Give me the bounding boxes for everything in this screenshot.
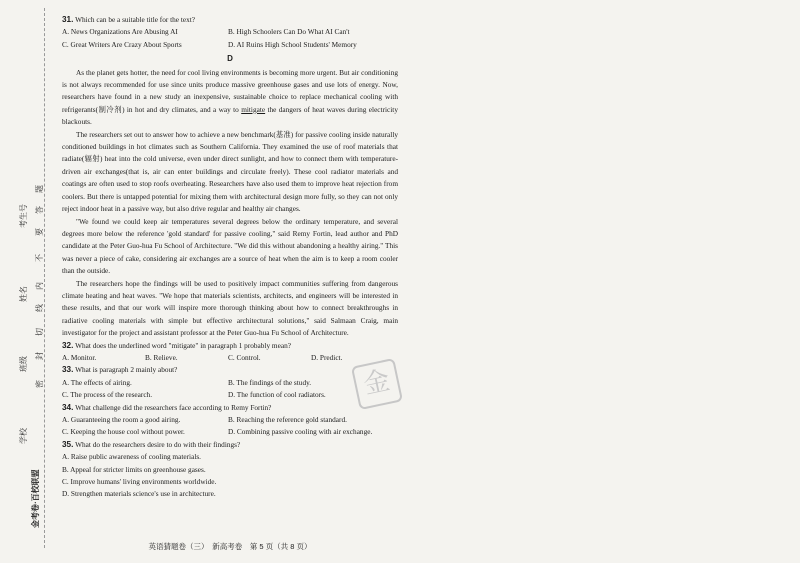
seal-char: 线 bbox=[35, 304, 44, 312]
seal-char: 封 bbox=[35, 352, 44, 360]
options-31-row1 bbox=[62, 26, 398, 38]
options-33-row1 bbox=[62, 377, 398, 389]
option-d[interactable]: D. The function of cool radiators. bbox=[228, 390, 326, 400]
option-b[interactable]: B. The findings of the study. bbox=[228, 377, 312, 387]
question-stem: What does the underlined word "mitigate" in paragraph 1 probably mean? bbox=[75, 340, 291, 350]
options-33-row2 bbox=[62, 389, 398, 401]
underlined-word: mitigate bbox=[241, 104, 266, 114]
option-a[interactable]: A. News Organizations Are Abusing AI bbox=[62, 27, 178, 37]
question-number: 32. bbox=[62, 340, 74, 350]
question-number: 31. bbox=[62, 15, 74, 24]
question-32 bbox=[62, 340, 398, 352]
option-b[interactable]: B. Relieve. bbox=[145, 352, 178, 362]
option-c[interactable]: C. The process of the research. bbox=[62, 390, 153, 400]
question-stem: What is paragraph 2 mainly about? bbox=[75, 365, 178, 375]
option-a[interactable]: A. The effects of airing. bbox=[62, 377, 132, 387]
seal-char: 题 bbox=[35, 185, 44, 193]
option-a[interactable]: A. Raise public awareness of cooling materials. bbox=[62, 452, 202, 462]
option-c[interactable]: C. Control. bbox=[228, 352, 261, 362]
cut-char: 切 bbox=[35, 328, 44, 336]
option-b[interactable]: B. Reaching the reference gold standard. bbox=[228, 415, 347, 424]
options-34-row2 bbox=[62, 426, 398, 438]
question-35 bbox=[62, 439, 398, 451]
exam-number-label: 考生号 bbox=[19, 204, 28, 228]
passage-paragraph-1 bbox=[62, 67, 398, 129]
seal-char: 不 bbox=[35, 254, 44, 262]
option-b[interactable]: B. High Schoolers Can Do What AI Can't bbox=[228, 27, 350, 37]
seal-char: 内 bbox=[35, 282, 44, 290]
page-content bbox=[62, 14, 398, 501]
question-34 bbox=[62, 402, 398, 414]
section-title: D bbox=[227, 54, 233, 64]
options-31-row2 bbox=[62, 39, 398, 51]
seal-char: 密 bbox=[35, 380, 44, 388]
options-34-row1 bbox=[62, 414, 398, 426]
option-c[interactable]: C. Keeping the house cool without power. bbox=[62, 427, 185, 437]
seal-char: 要 bbox=[35, 228, 44, 236]
binding-margin bbox=[0, 0, 48, 563]
option-a[interactable]: A. Monitor. bbox=[62, 352, 97, 362]
brand-label: 金考卷·百校联盟 bbox=[31, 469, 40, 528]
passage-paragraph-3: "We found we could keep air temperatures several degrees below the ordinary temperature, and several degrees more below the reference 'gold standard' for passive cooling," said Remy Fortin, lead author and PhD candidate at the Peter Guo-hua Fu School of Architecture. "We did this without abandoning a healthy airing." This was never a piece of cake, considering air exchanges are a source of heat when the aim is to keep a room cooler than the outside. bbox=[62, 216, 398, 276]
passage-paragraph-4: The researchers hope the findings will be used to positively impact communities suffering from dangerous climate heating and heat waves. "We hope that materials scientists, architects, and engineers will be interested in these results, and that our work will inspire more thorough thinking about how to connect breakthroughs in radiative cooling materials with simple but effective architectural solutions," said Salmaan Craig, main investigator for the project and assistant professor at the Peter Guo-hua Fu School of Architecture. bbox=[62, 278, 398, 338]
school-label: 学校 bbox=[19, 428, 28, 444]
question-number: 33. bbox=[62, 365, 74, 375]
option-c[interactable]: C. Great Writers Are Crazy About Sports bbox=[62, 39, 182, 49]
question-stem: Which can be a suitable title for the text? bbox=[75, 15, 196, 24]
options-32 bbox=[62, 352, 398, 364]
question-stem: What challenge did the researchers face according to Remy Fortin? bbox=[75, 402, 272, 412]
question-31 bbox=[62, 14, 398, 26]
option-b[interactable]: B. Appeal for stricter limits on greenhouse gases. bbox=[62, 464, 206, 474]
option-d[interactable]: D. AI Ruins High School Students' Memory bbox=[228, 39, 357, 49]
seal-char: 答 bbox=[35, 206, 44, 214]
class-label: 班级 bbox=[19, 356, 28, 372]
passage-paragraph-2: The researchers set out to answer how to achieve a new benchmark(基准) for passive cooling inside naturally conditioned buildings in hot climates such as Southern California. They examined the use of roof materials that radiate(辐射) heat into the cold universe, even under direct sunlight, and how to connect them with temperature-driven air exchanges(that is, air can enter buildings and circulate freely). These cool radiator materials and coatings are often used to stop roofs overheating. Researchers have also used them to improve heat rejection from coolers. But there is untapped potential for mixing them with architectural design more fully, so they can not only reject indoor heat in a passive way, but also drive regular and healthy air changes. bbox=[62, 129, 398, 214]
paragraph-text: the dangers of heat waves during electricity blackouts. bbox=[62, 104, 398, 127]
paragraph-text: As the planet gets hotter, the need for cool living environments is becoming more urgent. But air conditioning is not always recommended for use since units produce massive greenhouse gases and use lots of energy. Now, researchers have found in a new study an inexpensive, sustainable choice to replace mechanical cooling with refrigerants(制冷剂) in hot and dry climates, and a way to bbox=[62, 67, 398, 114]
page-footer: 英语猜题卷（三） 新高考卷 第 5 页（共 8 页） bbox=[148, 542, 312, 551]
fold-line bbox=[44, 8, 45, 548]
name-label: 姓名 bbox=[19, 286, 28, 302]
option-a[interactable]: A. Guaranteeing the room a good airing. bbox=[62, 415, 181, 424]
question-33 bbox=[62, 364, 398, 376]
question-number: 35. bbox=[62, 439, 74, 449]
watermark-stamp: 金 bbox=[351, 358, 403, 410]
option-d[interactable]: D. Predict. bbox=[311, 352, 343, 362]
option-c[interactable]: C. Improve humans' living environments worldwide. bbox=[62, 477, 217, 487]
option-d[interactable]: D. Strengthen materials science's use in architecture. bbox=[62, 489, 216, 499]
question-stem: What do the researchers desire to do with their findings? bbox=[75, 439, 241, 449]
question-number: 34. bbox=[62, 402, 74, 412]
option-d[interactable]: D. Combining passive cooling with air exchange. bbox=[228, 427, 373, 437]
